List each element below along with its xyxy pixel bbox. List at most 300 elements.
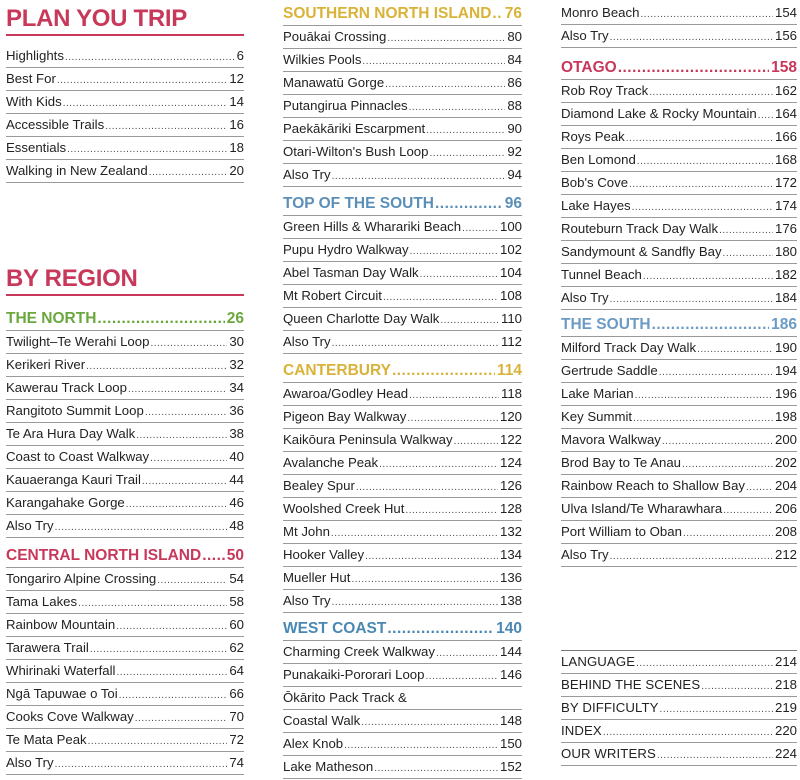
toc-entry-page: 176 [774, 221, 797, 236]
appendix-section [561, 650, 797, 766]
toc-entry-page: 100 [499, 219, 522, 234]
toc-entry-page: 126 [499, 478, 522, 493]
west-coast-list [283, 641, 522, 779]
toc-entry-leader [610, 546, 773, 568]
toc-entry-title: Accessible Trails [6, 117, 105, 132]
toc-entry-leader [426, 120, 505, 142]
toc-entry[interactable] [6, 568, 244, 591]
toc-entry[interactable] [561, 720, 797, 743]
toc-entry-page: 34 [229, 380, 244, 395]
toc-entry-title: Alex Knob [283, 736, 344, 751]
toc-entry[interactable] [283, 331, 522, 354]
toc-entry[interactable] [283, 308, 522, 331]
toc-entry-page: 58 [229, 594, 244, 609]
toc-entry-page: 88 [507, 98, 522, 113]
toc-entry[interactable] [283, 95, 522, 118]
toc-entry[interactable] [6, 400, 244, 423]
the-south-section [561, 314, 797, 567]
toc-entry-leader [150, 448, 227, 470]
toc-entry-page: 148 [499, 713, 522, 728]
toc-entry-title: Punakaiki-Pororari Loop [283, 667, 425, 682]
toc-entry[interactable] [561, 544, 797, 567]
toc-entry[interactable] [283, 498, 522, 521]
toc-entry-title: Pouākai Crossing [283, 29, 387, 44]
toc-entry-leader [356, 477, 498, 499]
toc-entry-title: Also Try [283, 334, 331, 349]
toc-entry-title: Best For [6, 71, 56, 86]
toc-entry-leader [362, 51, 505, 73]
toc-entry-leader [632, 197, 773, 219]
toc-entry[interactable] [6, 68, 244, 91]
toc-entry-page: 152 [499, 759, 522, 774]
toc-entry-title: Also Try [561, 28, 609, 43]
toc-entry-leader [701, 676, 773, 698]
toc-entry-leader [462, 218, 498, 240]
toc-entry-title: Manawatū Gorge [283, 75, 385, 90]
toc-entry-page: 108 [499, 288, 522, 303]
toc-entry-leader [626, 128, 773, 150]
toc-entry[interactable] [6, 160, 244, 183]
toc-entry-leader [90, 639, 228, 661]
toc-entry[interactable] [561, 429, 797, 452]
toc-entry-page: 224 [774, 746, 797, 761]
toc-entry[interactable] [6, 752, 244, 775]
toc-entry[interactable] [6, 515, 244, 538]
toc-entry-leader [88, 731, 228, 753]
toc-entry-leader [440, 310, 499, 332]
north-heading-page: 26 [226, 310, 244, 327]
toc-entry-page: 86 [507, 75, 522, 90]
toc-entry-page: 172 [774, 175, 797, 190]
toc-entry-title: Coast to Coast Walkway [6, 449, 150, 464]
toc-entry-title: Lake Matheson [283, 759, 374, 774]
toc-entry[interactable] [561, 103, 797, 126]
toc-entry-leader [697, 339, 773, 361]
toc-entry-page: 118 [500, 386, 522, 401]
toc-entry-leader [119, 685, 228, 707]
toc-entry[interactable] [6, 469, 244, 492]
toc-entry-leader [126, 494, 228, 516]
toc-entry-leader [55, 517, 228, 539]
toc-entry[interactable] [561, 406, 797, 429]
toc-entry[interactable] [6, 492, 244, 515]
toc-entry-title: Key Summit [561, 409, 633, 424]
toc-entry-page: 190 [774, 340, 797, 355]
toc-entry[interactable] [6, 331, 244, 354]
toc-entry[interactable] [283, 26, 522, 49]
toc-entry-title: Mt Robert Circuit [283, 288, 382, 303]
toc-entry-leader [105, 116, 227, 138]
toc-entry[interactable] [6, 683, 244, 706]
toc-entry[interactable] [283, 285, 522, 308]
toc-entry-leader [344, 735, 498, 757]
the-south-heading-label: THE SOUTH [561, 316, 651, 333]
toc-entry-leader [640, 4, 773, 26]
toc-entry-page: 144 [499, 644, 522, 659]
toc-entry-title: Kaikōura Peninsula Walkway [283, 432, 453, 447]
toc-entry-page: 168 [774, 152, 797, 167]
otago-heading[interactable] [561, 57, 797, 79]
toc-entry[interactable] [561, 360, 797, 383]
toc-entry-title: Tama Lakes [6, 594, 78, 609]
toc-entry-page: 180 [774, 244, 797, 259]
toc-entry-leader [746, 477, 773, 499]
toc-entry-page: 38 [229, 426, 244, 441]
toc-entry-leader [65, 47, 235, 69]
toc-entry[interactable] [6, 614, 244, 637]
toc-entry-leader [405, 500, 498, 522]
toc-entry[interactable] [561, 2, 797, 25]
toc-entry-title: Green Hills & Wharariki Beach [283, 219, 462, 234]
toc-entry[interactable] [6, 114, 244, 137]
toc-entry-title: Port William to Oban [561, 524, 682, 539]
toc-entry-title: Kauaeranga Kauri Trail [6, 472, 141, 487]
toc-entry[interactable] [561, 264, 797, 287]
central-list [6, 568, 244, 775]
col3-top-list [561, 2, 797, 48]
toc-entry-page: 6 [236, 48, 244, 63]
toc-entry-title: Highlights [6, 48, 64, 63]
toc-entry[interactable] [6, 377, 244, 400]
the-south-list [561, 337, 797, 567]
toc-entry[interactable] [561, 172, 797, 195]
toc-entry[interactable] [561, 452, 797, 475]
toc-entry[interactable] [561, 743, 797, 766]
toc-entry[interactable] [561, 674, 797, 697]
toc-entry-leader [429, 143, 505, 165]
southern-heading[interactable] [283, 3, 522, 25]
toc-entry-title: Bealey Spur [283, 478, 355, 493]
toc-entry[interactable] [283, 239, 522, 262]
toc-entry[interactable] [283, 756, 522, 779]
central-section [6, 545, 244, 775]
toc-entry-leader [86, 356, 227, 378]
plan-list [6, 45, 244, 183]
toc-entry-leader [78, 593, 227, 615]
top-south-heading[interactable] [283, 193, 522, 215]
toc-entry-title: Routeburn Track Day Walk [561, 221, 719, 236]
toc-entry-page: 102 [499, 242, 522, 257]
toc-entry-page: 200 [774, 432, 797, 447]
top-south-list [283, 216, 522, 354]
toc-entry-page: 32 [229, 357, 244, 372]
toc-entry[interactable] [283, 544, 522, 567]
toc-entry[interactable] [6, 423, 244, 446]
toc-entry-leader [385, 74, 505, 96]
toc-entry-page: 132 [499, 524, 522, 539]
toc-entry-title: LANGUAGE [561, 654, 636, 669]
plan-heading: PLAN YOU TRIP [6, 6, 244, 36]
toc-entry-leader [145, 402, 228, 424]
toc-entry-page: 174 [774, 198, 797, 213]
toc-entry-title: Wilkies Pools [283, 52, 362, 67]
toc-entry-title: Ulva Island/Te Wharawhara [561, 501, 723, 516]
toc-entry-leader [135, 708, 228, 730]
toc-entry[interactable] [6, 91, 244, 114]
toc-entry-page: 120 [499, 409, 522, 424]
toc-entry[interactable] [283, 475, 522, 498]
toc-entry-page: 104 [499, 265, 522, 280]
toc-entry-page: 36 [229, 403, 244, 418]
toc-entry-title: Diamond Lake & Rocky Mountain [561, 106, 757, 121]
toc-entry-title: Milford Track Day Walk [561, 340, 697, 355]
toc-entry-title: Twilight–Te Werahi Loop [6, 334, 150, 349]
toc-entry[interactable] [283, 72, 522, 95]
toc-entry-page: 110 [500, 311, 522, 326]
toc-entry-leader [683, 523, 773, 545]
toc-entry-title: Cooks Cove Walkway [6, 709, 134, 724]
west-coast-section [283, 618, 522, 779]
toc-entry-leader [379, 454, 498, 476]
toc-entry-leader [67, 139, 227, 161]
toc-entry[interactable] [283, 567, 522, 590]
toc-entry-leader [643, 266, 773, 288]
toc-entry[interactable] [561, 149, 797, 172]
the-south-heading-page: 186 [771, 316, 797, 333]
toc-entry-page: 62 [229, 640, 244, 655]
toc-entry[interactable] [283, 383, 522, 406]
toc-entry[interactable] [283, 710, 522, 733]
toc-entry[interactable] [283, 164, 522, 187]
toc-entry[interactable] [283, 262, 522, 285]
toc-entry[interactable] [283, 664, 522, 687]
toc-entry-leader [659, 362, 773, 384]
toc-entry-page: 202 [774, 455, 797, 470]
toc-entry[interactable] [6, 660, 244, 683]
toc-entry-page: 220 [774, 723, 797, 738]
toc-entry-leader [629, 174, 773, 196]
toc-entry[interactable] [561, 697, 797, 720]
toc-entry-page: 122 [499, 432, 522, 447]
toc-entry-page: 20 [229, 163, 244, 178]
toc-entry-page: 124 [499, 455, 522, 470]
toc-entry-page: 138 [499, 593, 522, 608]
toc-entry-leader [723, 243, 773, 265]
toc-entry-page: 14 [229, 94, 244, 109]
canterbury-heading[interactable] [283, 360, 522, 382]
toc-entry[interactable] [561, 383, 797, 406]
toc-entry[interactable] [561, 521, 797, 544]
toc-entry-title: Ben Lomond [561, 152, 636, 167]
toc-entry-leader [387, 28, 505, 50]
toc-entry[interactable] [561, 126, 797, 149]
toc-entry-page: 164 [774, 106, 797, 121]
toc-entry-page: 40 [229, 449, 244, 464]
toc-entry-leader [723, 500, 773, 522]
toc-entry-page: 18 [229, 140, 244, 155]
toc-entry-leader [633, 408, 773, 430]
toc-entry-leader [332, 166, 506, 188]
toc-entry-title: Te Ara Hura Day Walk [6, 426, 136, 441]
toc-entry-title: Lake Marian [561, 386, 634, 401]
west-coast-heading-label: WEST COAST [283, 620, 387, 637]
toc-entry-title: Coastal Walk [283, 713, 361, 728]
toc-entry-page: 218 [774, 677, 797, 692]
toc-entry-title: Monro Beach [561, 5, 640, 20]
toc-entry-page: 46 [229, 495, 244, 510]
toc-entry-leader [637, 151, 773, 173]
toc-entry-title: Karangahake Gorge [6, 495, 125, 510]
toc-entry-title: Rob Roy Track [561, 83, 649, 98]
north-section [6, 308, 244, 538]
toc-entry-title: Tongariro Alpine Crossing [6, 571, 157, 586]
toc-entry-title: BEHIND THE SCENES [561, 677, 701, 692]
toc-entry-title: Abel Tasman Day Walk [283, 265, 419, 280]
by-region-section [6, 266, 244, 296]
plan-section [6, 6, 244, 36]
toc-entry[interactable] [6, 591, 244, 614]
toc-entry-leader [610, 289, 773, 311]
toc-entry-title: Hooker Valley [283, 547, 365, 562]
toc-entry-leader [128, 379, 227, 401]
toc-entry-title: Brod Bay to Te Anau [561, 455, 681, 470]
the-south-heading[interactable] [561, 314, 797, 336]
toc-entry-title: Rainbow Mountain [6, 617, 116, 632]
toc-entry[interactable] [561, 195, 797, 218]
top-south-section [283, 193, 522, 354]
toc-entry-leader [436, 643, 498, 665]
toc-entry[interactable] [283, 521, 522, 544]
toc-entry-title: Mueller Hut [283, 570, 351, 585]
toc-entry-leader [331, 523, 498, 545]
toc-entry[interactable] [6, 446, 244, 469]
toc-entry-page: 128 [499, 501, 522, 516]
toc-entry-page: 30 [229, 334, 244, 349]
toc-entry[interactable] [561, 475, 797, 498]
toc-entry-page: 80 [507, 29, 522, 44]
toc-entry[interactable] [283, 141, 522, 164]
toc-entry-leader [57, 70, 227, 92]
toc-entry-leader [420, 264, 498, 286]
central-heading[interactable] [6, 545, 244, 567]
toc-entry[interactable] [6, 637, 244, 660]
central-heading-page: 50 [226, 547, 244, 564]
toc-entry-leader [660, 699, 773, 721]
toc-entry-page: 204 [774, 478, 797, 493]
toc-entry-page: 156 [774, 28, 797, 43]
toc-entry-title: Bob's Cove [561, 175, 629, 190]
toc-entry[interactable] [561, 498, 797, 521]
by-region-heading: BY REGION [6, 266, 244, 296]
toc-entry-leader [662, 431, 773, 453]
toc-entry-leader [410, 241, 498, 263]
toc-entry-leader [55, 754, 228, 776]
toc-entry-leader [149, 162, 228, 184]
toc-entry-leader [116, 616, 227, 638]
toc-entry-page: 84 [507, 52, 522, 67]
toc-entry[interactable] [283, 590, 522, 613]
toc-entry-page: 64 [229, 663, 244, 678]
toc-entry[interactable] [561, 241, 797, 264]
toc-entry-title: Pigeon Bay Walkway [283, 409, 407, 424]
toc-entry-leader [351, 569, 498, 591]
toc-entry[interactable] [561, 218, 797, 241]
toc-entry-page: 16 [229, 117, 244, 132]
toc-entry[interactable] [561, 25, 797, 48]
toc-entry-leader [649, 82, 773, 104]
toc-entry-title: Awaroa/Godley Head [283, 386, 409, 401]
toc-entry[interactable] [283, 429, 522, 452]
toc-entry[interactable] [283, 452, 522, 475]
toc-entry-page: 112 [500, 334, 522, 349]
toc-entry[interactable] [6, 137, 244, 160]
west-coast-heading-page: 140 [496, 620, 522, 637]
toc-entry-title: With Kids [6, 94, 62, 109]
toc-entry-page: 219 [774, 700, 797, 715]
toc-entry[interactable] [561, 651, 797, 674]
otago-list [561, 80, 797, 310]
toc-entry-leader [383, 287, 498, 309]
toc-entry-title: Also Try [561, 547, 609, 562]
toc-entry-title: Tarawera Trail [6, 640, 89, 655]
otago-heading-label: OTAGO [561, 59, 617, 76]
toc-entry[interactable] [561, 80, 797, 103]
toc-entry-leader [407, 408, 498, 430]
toc-entry-title: Avalanche Peak [283, 455, 379, 470]
canterbury-heading-page: 114 [496, 362, 522, 379]
toc-entry-title: Mt John [283, 524, 330, 539]
toc-entry-page: 212 [774, 547, 797, 562]
toc-entry[interactable] [6, 729, 244, 752]
toc-entry-leader [157, 570, 227, 592]
toc-entry[interactable] [283, 687, 522, 710]
toc-entry-leader [425, 666, 498, 688]
toc-entry-title: BY DIFFICULTY [561, 700, 659, 715]
toc-entry-page: 60 [229, 617, 244, 632]
toc-entry-title: Mavora Walkway [561, 432, 661, 447]
toc-entry[interactable] [283, 216, 522, 239]
toc-entry-leader [657, 745, 773, 767]
toc-entry-title: Essentials [6, 140, 67, 155]
toc-entry[interactable] [283, 641, 522, 664]
toc-entry-leader [150, 333, 227, 355]
toc-entry-leader [332, 333, 499, 355]
toc-entry-leader [682, 454, 773, 476]
toc-entry-page: 208 [774, 524, 797, 539]
toc-entry-page: 92 [507, 144, 522, 159]
toc-entry[interactable] [283, 406, 522, 429]
otago-section [561, 57, 797, 310]
toc-entry[interactable] [6, 706, 244, 729]
toc-entry-page: 198 [774, 409, 797, 424]
toc-entry-title: Te Mata Peak [6, 732, 87, 747]
toc-entry-page: 150 [499, 736, 522, 751]
toc-entry[interactable] [6, 45, 244, 68]
west-coast-heading[interactable] [283, 618, 522, 640]
toc-entry[interactable] [561, 287, 797, 310]
toc-entry-title: Ōkārito Pack Track & [283, 690, 407, 705]
top-south-heading-label: TOP OF THE SOUTH [283, 195, 434, 212]
toc-entry-title: Also Try [6, 518, 54, 533]
toc-entry-page: 184 [774, 290, 797, 305]
toc-entry-title: OUR WRITERS [561, 746, 656, 761]
toc-entry[interactable] [283, 733, 522, 756]
toc-entry-page: 72 [229, 732, 244, 747]
toc-entry-page: 162 [774, 83, 797, 98]
toc-entry-page: 66 [229, 686, 244, 701]
toc-entry[interactable] [6, 354, 244, 377]
toc-entry-page: 206 [774, 501, 797, 516]
toc-entry-title: Ngā Tapuwae o Toi [6, 686, 118, 701]
toc-entry-leader [63, 93, 228, 115]
north-heading[interactable] [6, 308, 244, 330]
toc-entry[interactable] [283, 49, 522, 72]
toc-entry[interactable] [561, 337, 797, 360]
toc-entry[interactable] [283, 118, 522, 141]
toc-entry-leader [719, 220, 773, 242]
toc-entry-title: Also Try [283, 167, 331, 182]
toc-entry-page: 54 [229, 571, 244, 586]
